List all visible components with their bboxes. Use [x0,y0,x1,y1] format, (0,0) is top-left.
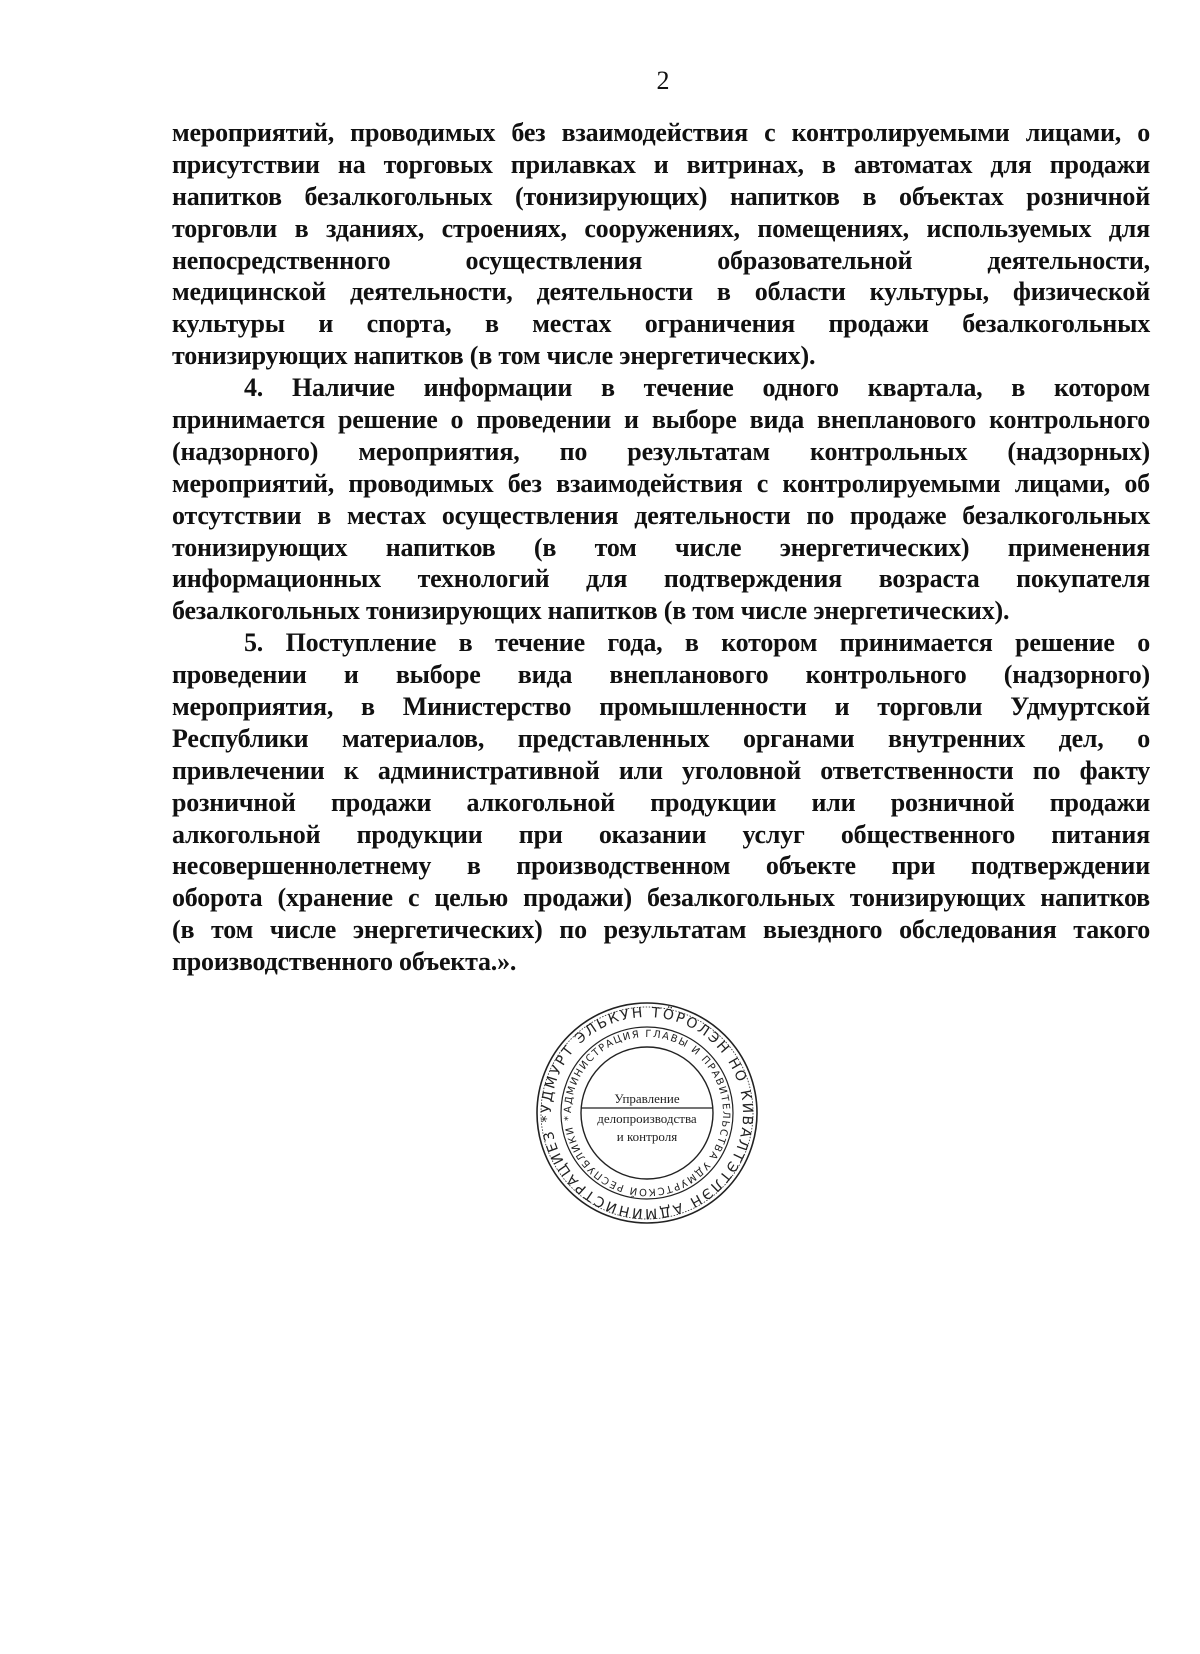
page-number: 2 [656,66,670,95]
text-line: непосредственного осуществления образовательной деятельности, [172,245,1150,275]
text-line: привлечении к административной или уголовной ответственности по факту [172,755,1150,785]
text-line: напитков безалкогольных (тонизирующих) напитков в объектах розничной [172,181,1150,211]
paragraph [172,117,1150,372]
text-line: оборота (хранение с целью продажи) безалкогольных тонизирующих напитков [172,883,1150,913]
text-line: тонизирующих напитков (в том числе энергетических). [172,341,816,371]
text-line: розничной продажи алкогольной продукции или розничной продажи [172,787,1150,817]
text-line: проведении и выборе вида внепланового контрольного (надзорного) [172,660,1150,690]
stamp-center-line: Управление [614,1091,680,1106]
text-line: культуры и спорта, в местах ограничения продажи безалкогольных [172,309,1150,339]
text-line: (надзорного) мероприятия, по результатам контрольных (надзорных) [172,436,1150,466]
text-line: (в том числе энергетических) по результатам выездного обследования такого [172,915,1150,945]
text-line: несовершеннолетнему в производственном объекте при подтверждении [172,851,1150,881]
text-line: 5. Поступление в течение года, в котором принимается решение о [244,628,1150,658]
text-line: принимается решение о проведении и выборе вида внепланового контрольного [172,405,1150,435]
stamp-inner-text: АДМИНИСТРАЦИЯ ГЛАВЫ И ПРАВИТЕЛЬСТВА УДМУРТСКОЙ РЕСПУБЛИКИ * [562,1028,732,1198]
text-line: торговли в зданиях, строениях, сооружениях, помещениях, используемых для [172,213,1150,243]
text-line: медицинской деятельности, деятельности в области культуры, физической [172,277,1150,307]
text-line: Республики материалов, представленных органами внутренних дел, о [172,723,1150,753]
stamp-center-line: и контроля [616,1129,678,1144]
text-line: производственного объекта.». [172,947,517,977]
official-stamp [535,1001,759,1225]
stamp-outer-text: УДМУРТ ЭЛЬКУН ТӦРОЛЭН НО КИВАЛТЭТЛЭН АДМИНИСТРАЦИЕЗ * [538,1004,756,1222]
text-line: тонизирующих напитков (в том числе энергетических) применения [172,532,1150,562]
text-line: мероприятия, в Министерство промышленности и торговли Удмуртской [172,692,1150,722]
text-line: 4. Наличие информации в течение одного квартала, в котором [244,373,1150,403]
text-line: мероприятий, проводимых без взаимодействия с контролируемыми лицами, о [172,118,1150,147]
text-line: информационных технологий для подтверждения возраста покупателя [172,564,1150,594]
text-line: мероприятий, проводимых без взаимодействия с контролируемыми лицами, об [172,468,1150,498]
text-line: безалкогольных тонизирующих напитков (в том числе энергетических). [172,596,1010,626]
text-line: алкогольной продукции при оказании услуг общественного питания [172,819,1150,849]
paragraph [172,627,1150,978]
text-line: присутствии на торговых прилавках и витринах, в автоматах для продажи [172,149,1150,179]
paragraph [172,372,1150,627]
text-line: отсутствии в местах осуществления деятельности по продаже безалкогольных [172,500,1150,530]
document-body [172,117,1150,978]
stamp-center-line: делопроизводства [597,1111,697,1126]
